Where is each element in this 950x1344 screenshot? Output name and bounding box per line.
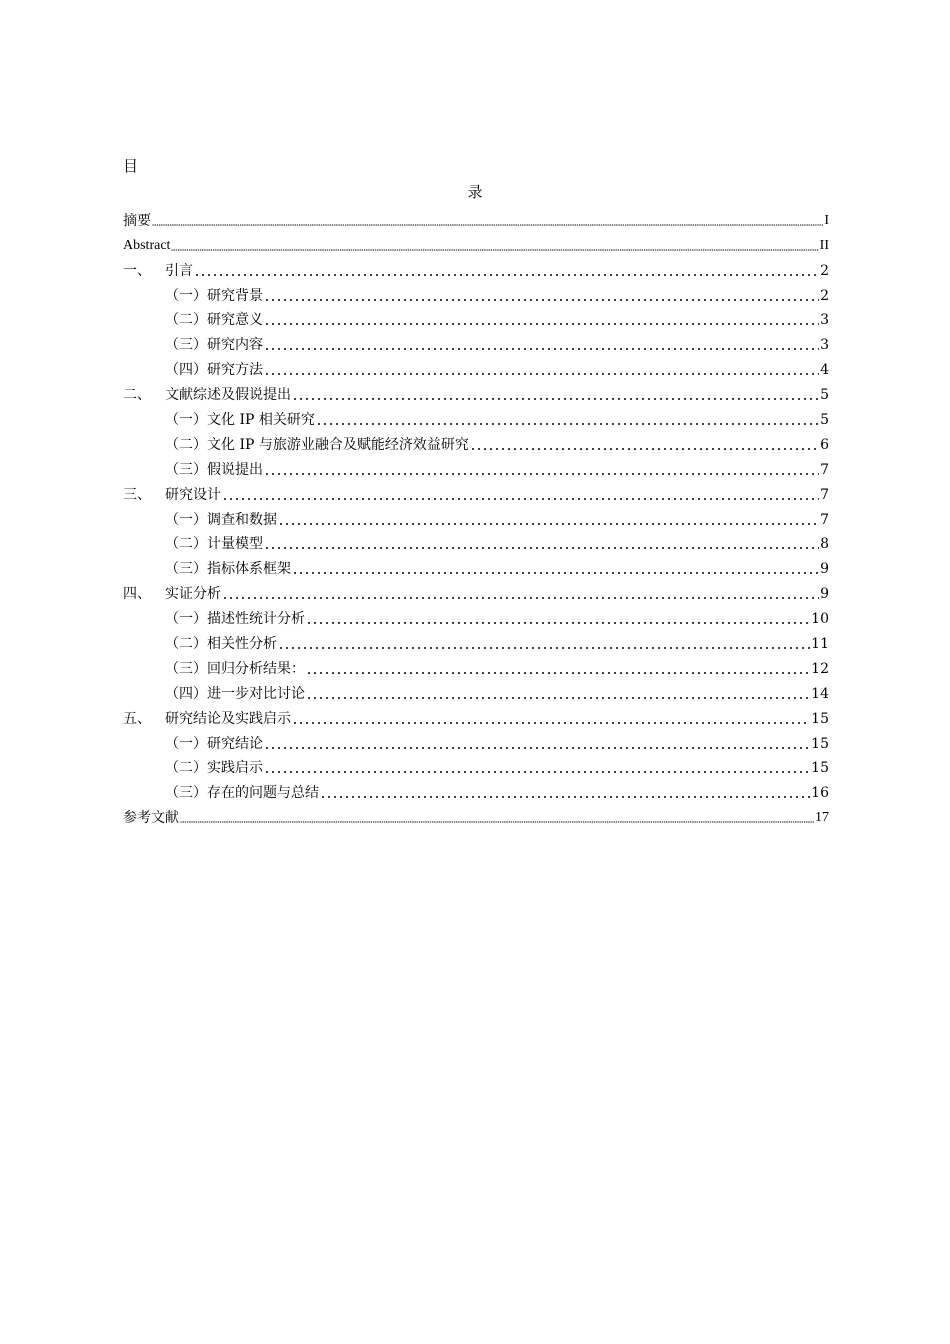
toc-entry[interactable] (123, 504, 829, 529)
toc-entry[interactable] (123, 628, 829, 653)
toc-entry[interactable] (123, 553, 829, 578)
table-of-contents (123, 205, 829, 827)
toc-entry-title: （二）计量模型 (165, 536, 263, 553)
toc-entry-title: （二）相关性分析 (165, 636, 277, 653)
toc-dot-leader (264, 747, 810, 749)
toc-entry-page-number: I (824, 212, 829, 228)
toc-entry-title: （三）假说提出 (165, 461, 263, 478)
toc-entry-page-number: 3 (820, 312, 829, 329)
toc-entry-page-number: 5 (820, 412, 829, 429)
toc-entry-number: 三、 (123, 486, 151, 503)
toc-entry-page-number: 7 (820, 461, 829, 478)
toc-dot-leader (306, 622, 810, 624)
toc-dot-leader (264, 771, 810, 773)
toc-entry-page-number: 12 (811, 660, 829, 677)
toc-entry-title: （二）实践启示 (165, 760, 263, 777)
toc-dot-leader (222, 498, 819, 500)
toc-entry-page-number: 7 (820, 486, 829, 503)
toc-entry-title: （二）研究意义 (165, 312, 263, 329)
toc-entry-page-number: 4 (820, 362, 829, 379)
toc-entry-title: （一）调查和数据 (165, 511, 277, 528)
toc-dot-leader (222, 597, 819, 599)
toc-entry-page-number: 8 (820, 536, 829, 553)
toc-entry-page-number: 2 (820, 262, 829, 279)
toc-entry-title: （一）研究背景 (165, 287, 263, 304)
toc-entry[interactable] (123, 205, 829, 230)
toc-entry-page-number: 9 (820, 586, 829, 603)
toc-entry-title: （一）研究结论 (165, 735, 263, 752)
toc-entry[interactable] (123, 703, 829, 728)
toc-dot-leader (320, 796, 810, 798)
toc-entry-title: 实证分析 (165, 586, 221, 603)
toc-entry-number: 五、 (123, 710, 151, 727)
toc-dot-leader (292, 722, 810, 724)
toc-entry[interactable] (123, 454, 829, 479)
toc-entry-page-number: 2 (820, 287, 829, 304)
toc-entry-title: 摘要 (123, 212, 151, 229)
toc-entry-page-number: 9 (820, 561, 829, 578)
toc-dot-leader (264, 299, 819, 301)
toc-dot-leader (292, 398, 819, 400)
toc-entry-title: Abstract (123, 237, 171, 253)
toc-entry-number: 四、 (123, 586, 151, 603)
toc-entry-title: （二）文化 IP 与旅游业融合及赋能经济效益研究 (165, 436, 469, 453)
toc-dot-leader (180, 821, 814, 823)
toc-entry[interactable] (123, 728, 829, 753)
toc-dot-leader (264, 373, 819, 375)
toc-entry[interactable] (123, 429, 829, 454)
toc-entry-page-number: 16 (811, 785, 829, 802)
toc-dot-leader (278, 523, 819, 525)
toc-entry[interactable] (123, 354, 829, 379)
toc-entry[interactable] (123, 329, 829, 354)
toc-entry-title: 文献综述及假说提出 (165, 387, 291, 404)
toc-entry-title: （三）回归分析结果： (165, 660, 305, 677)
toc-entry[interactable] (123, 603, 829, 628)
toc-entry[interactable] (123, 379, 829, 404)
toc-dot-leader (470, 448, 819, 450)
toc-entry[interactable] (123, 280, 829, 305)
toc-entry-title: （三）研究内容 (165, 337, 263, 354)
toc-dot-leader (316, 423, 819, 425)
toc-entry-title: 研究设计 (165, 486, 221, 503)
toc-dot-leader (306, 697, 810, 699)
toc-entry-title: （三）存在的问题与总结 (165, 785, 319, 802)
toc-entry[interactable] (123, 305, 829, 330)
toc-entry[interactable] (123, 255, 829, 280)
toc-entry-title: （一）描述性统计分析 (165, 611, 305, 628)
toc-dot-leader (306, 672, 810, 674)
toc-entry-title: （三）指标体系框架 (165, 561, 291, 578)
toc-dot-leader (292, 572, 819, 574)
toc-entry-page-number: 15 (811, 710, 829, 727)
toc-heading-part-2: 录 (467, 183, 483, 201)
toc-entry[interactable] (123, 777, 829, 802)
toc-entry-page-number: 7 (820, 511, 829, 528)
toc-dot-leader (171, 249, 818, 251)
toc-entry-page-number: II (819, 237, 829, 253)
toc-entry[interactable] (123, 404, 829, 429)
toc-entry-title: （四）进一步对比讨论 (165, 685, 305, 702)
toc-entry[interactable] (123, 678, 829, 703)
toc-entry-number: 一、 (123, 262, 151, 279)
toc-entry[interactable] (123, 578, 829, 603)
toc-entry-page-number: 17 (815, 810, 829, 826)
toc-entry-title: 研究结论及实践启示 (165, 710, 291, 727)
toc-dot-leader (264, 348, 819, 350)
toc-entry-page-number: 11 (811, 636, 829, 653)
toc-entry[interactable] (123, 529, 829, 554)
toc-entry-page-number: 5 (820, 387, 829, 404)
toc-dot-leader (152, 224, 823, 226)
toc-entry-number: 二、 (123, 387, 151, 404)
toc-entry-page-number: 3 (820, 337, 829, 354)
toc-dot-leader (264, 547, 819, 549)
toc-entry-title: （四）研究方法 (165, 362, 263, 379)
toc-entry[interactable] (123, 753, 829, 778)
toc-dot-leader (278, 647, 810, 649)
toc-dot-leader (264, 473, 819, 475)
toc-entry[interactable] (123, 653, 829, 678)
toc-entry-page-number: 14 (811, 685, 829, 702)
toc-entry[interactable] (123, 230, 829, 255)
toc-entry-page-number: 15 (811, 735, 829, 752)
toc-entry-page-number: 15 (811, 760, 829, 777)
toc-entry-title: 引言 (165, 262, 193, 279)
toc-entry-page-number: 6 (820, 436, 829, 453)
toc-entry[interactable] (123, 479, 829, 504)
toc-dot-leader (194, 274, 819, 276)
toc-entry-page-number: 10 (811, 611, 829, 628)
toc-heading-part-1: 目 (123, 157, 139, 175)
toc-entry-title: （一）文化 IP 相关研究 (165, 412, 315, 429)
toc-entry[interactable] (123, 802, 829, 827)
toc-dot-leader (264, 323, 819, 325)
toc-entry-title: 参考文献 (123, 810, 179, 827)
